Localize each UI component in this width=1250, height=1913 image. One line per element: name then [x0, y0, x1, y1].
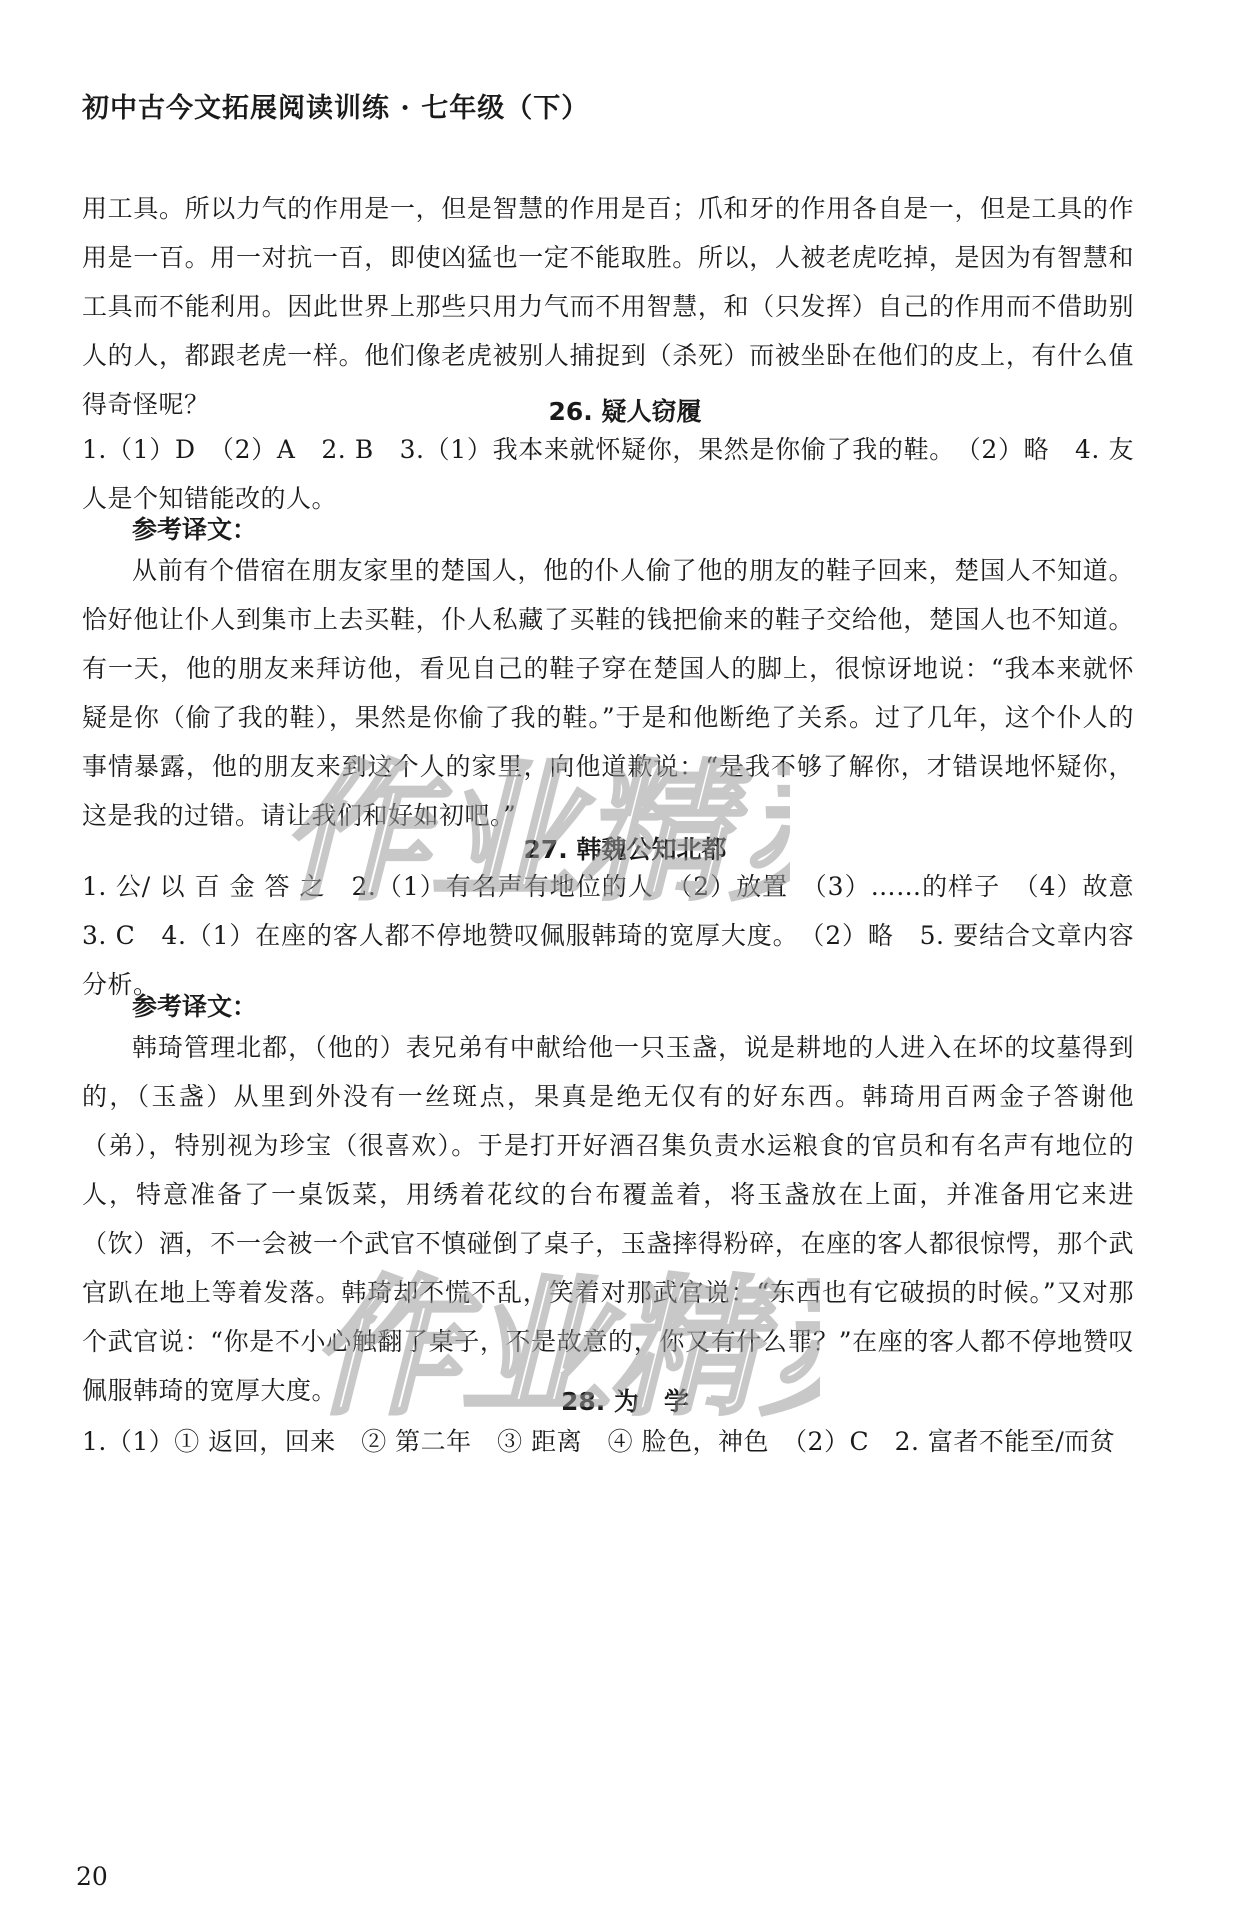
translation-26	[82, 546, 1134, 840]
page-number: 20	[76, 1862, 108, 1891]
answers-paragraph: 1.（1）D （2）A 2. B 3.（1）我本来就怀疑你，果然是你偷了我的鞋。 （2）略 4. 友人是个知错能改的人。	[82, 435, 1134, 513]
answers-26	[82, 425, 1134, 523]
translation-paragraph: 从前有个借宿在朋友家里的楚国人，他的仆人偷了他的朋友的鞋子回来，楚国人不知道。恰好他让仆人到集市上去买鞋，仆人私藏了买鞋的钱把偷来的鞋子交给他，楚国人也不知道。有一天，他的朋友来拜访他，看见自己的鞋子穿在楚国人的脚上，很惊讶地说：“我本来就怀疑是你（偷了我的鞋），果然是你偷了我的鞋。”于是和他断绝了关系。过了几年，这个仆人的事情暴露，他的朋友来到这个人的家里，向他道歉说：“是我不够了解你，才错误地怀疑你，这是我的过错。请让我们和好如初吧。”	[82, 556, 1134, 830]
answers-28	[82, 1417, 1134, 1466]
translation-27	[82, 1023, 1134, 1415]
section-title-28: 28. 为 学	[561, 1387, 689, 1416]
section-title-27: 27. 韩魏公知北都	[523, 835, 727, 864]
watermark-text: 作业精	[280, 747, 731, 921]
reference-translation-label: 参考译文：	[132, 515, 258, 544]
watermark-text: 作业精	[310, 1262, 761, 1436]
intro-paragraph: 用工具。所以力气的作用是一，但是智慧的作用是百；爪和牙的作用各自是一，但是工具的作用是一百。用一对抗一百，即使凶猛也一定不能取胜。所以，人被老虎吃掉，是因为有智慧和工具而不能利用。因此世界上那些只用力气而不用智慧，和（只发挥）自己的作用而不借助别人的人，都跟老虎一样。他们像老虎被别人捕捉到（杀死）而被坐卧在他们的皮上，有什么值得奇怪呢？	[82, 194, 1134, 419]
running-header: 初中古今文拓展阅读训练 · 七年级（下）	[82, 93, 590, 124]
translation-paragraph: 韩琦管理北都，（他的）表兄弟有中献给他一只玉盏，说是耕地的人进入在坏的坟墓得到的，（玉盏）从里到外没有一丝斑点，果真是绝无仅有的好东西。韩琦用百两金子答谢他（弟），特别视为珍宝（很喜欢）。于是打开好酒召集负责水运粮食的官员和有名声有地位的人，特意准备了一桌饭菜，用绣着花纹的台布覆盖着，将玉盏放在上面，并准备用它来进（饮）酒，不一会被一个武官不慎碰倒了桌子，玉盏摔得粉碎，在座的客人都很惊愕，那个武官趴在地上等着发落。韩琦却不慌不乱，笑着对那武官说：“东西也有它破损的时候。”又对那个武官说：“你是不小心触翻了桌子，不是故意的，你又有什么罪？”在座的客人都不停地赞叹佩服韩琦的宽厚大度。	[82, 1033, 1134, 1405]
section-title-26: 26. 疑人窃履	[548, 397, 702, 426]
answers-paragraph: 1.（1）① 返回，回来 ② 第二年 ③ 距离 ④ 脸色，神色 （2）C 2. 富者不能至/而贫	[82, 1427, 1116, 1456]
answers-paragraph: 1. 公/ 以 百 金 答 之 2.（1）有名声有地位的人 （2）放置 （3）……的样子 （4）故意 3. C 4.（1）在座的客人都不停地赞叹佩服韩琦的宽厚大度。 （2）略 5. 要结合文章内容分析。	[82, 872, 1160, 999]
reference-translation-label: 参考译文：	[132, 992, 258, 1021]
